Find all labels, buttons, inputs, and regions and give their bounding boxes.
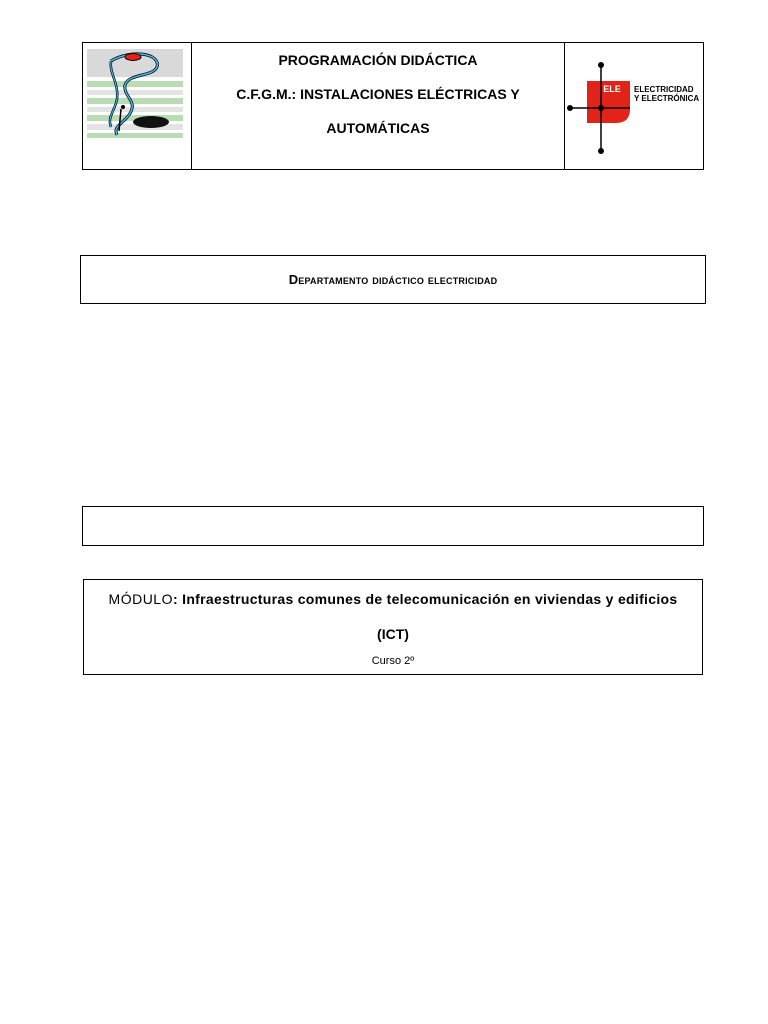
module-separator: :	[172, 591, 183, 607]
logo-mark-text: ELE	[603, 84, 621, 94]
header-title-line2: C.F.G.M.: INSTALACIONES ELÉCTRICAS Y	[236, 86, 520, 102]
school-logo-icon	[83, 43, 191, 169]
header-title-cell	[192, 43, 565, 169]
logo-text-line2: Y ELECTRÓNICA	[634, 94, 700, 103]
logo-text-line1: ELECTRICIDAD	[634, 85, 694, 94]
module-prefix: MÓDULO	[108, 591, 173, 607]
module-heading	[84, 590, 702, 608]
module-course: Curso 2º	[371, 655, 415, 667]
department-box	[80, 255, 706, 304]
school-logo-cell	[83, 43, 192, 169]
empty-box	[82, 506, 704, 546]
electricity-logo-cell	[565, 43, 703, 169]
header-title-line3: AUTOMÁTICAS	[326, 120, 430, 136]
department-label: Departamento didáctico electricidad	[288, 272, 498, 287]
module-box	[83, 579, 703, 675]
electricity-logo-icon	[565, 43, 703, 169]
header-table	[82, 42, 704, 170]
module-name: Infraestructuras comunes de telecomunicación en viviendas y edificios	[182, 591, 678, 607]
header-title-line1: PROGRAMACIÓN DIDÁCTICA	[278, 52, 478, 68]
module-abbreviation: (ICT)	[377, 626, 409, 642]
